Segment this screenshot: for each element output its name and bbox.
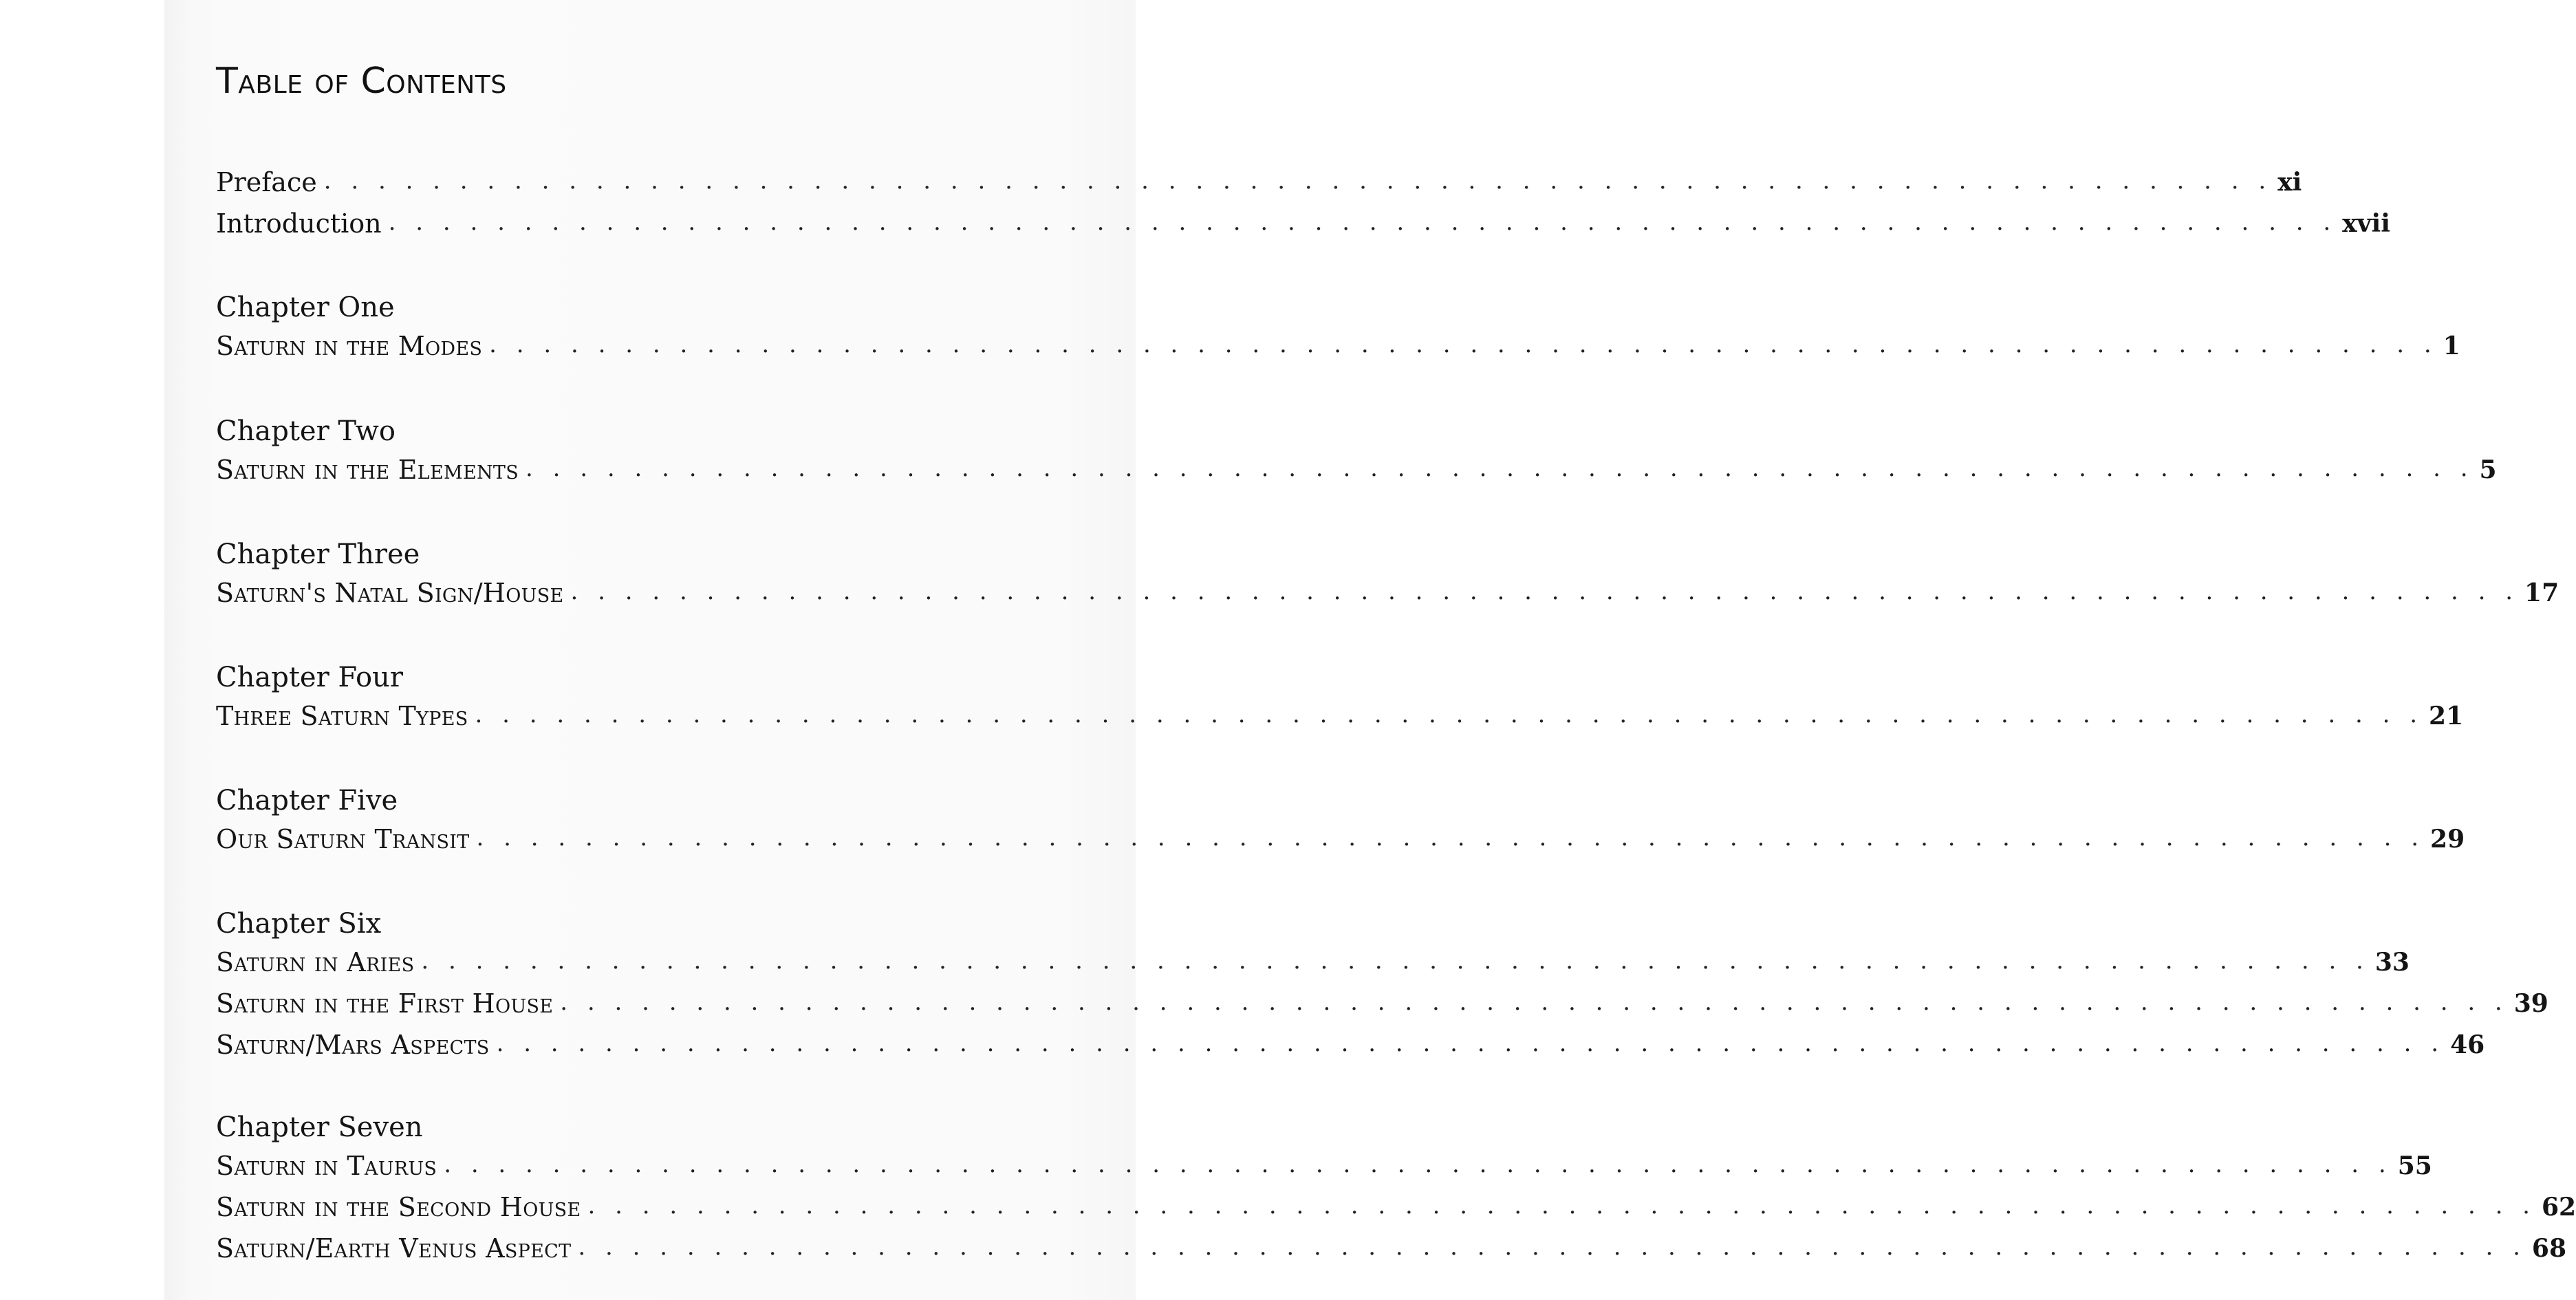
toc-entry[interactable]	[216, 944, 2410, 981]
toc-entry[interactable]	[216, 985, 2548, 1022]
toc-entry-label: Saturn's Natal Sign/House	[216, 578, 564, 608]
leader-dots: . . . . . . . . . . . . . . . . . . . . . . . . . . . . . . . . . . . . . . . . . . . . . . . . . . . . . . . . . . . . . . . . . . . . . . . .	[587, 1192, 2536, 1220]
page-title: Table of Contents	[216, 61, 507, 102]
toc-entry[interactable]	[216, 1026, 2485, 1063]
chapter-heading: Chapter Three	[216, 539, 420, 570]
table-of-contents	[216, 0, 2576, 1300]
toc-entry-label: Saturn in the Modes	[216, 331, 483, 361]
toc-entry[interactable]	[216, 451, 2497, 488]
toc-entry-label: Saturn in the Elements	[216, 455, 519, 485]
toc-page-number: 46	[2450, 1030, 2485, 1059]
leader-dots: . . . . . . . . . . . . . . . . . . . . . . . . . . . . . . . . . . . . . . . . . . . . . . . . . . . . . . . . . . . . . . . . . . . . . . . .	[476, 824, 2425, 852]
leader-dots: . . . . . . . . . . . . . . . . . . . . . . . . . . . . . . . . . . . . . . . . . . . . . . . . . . . . . . . . . . . . . . . . . . . . . . . .	[421, 947, 2370, 975]
toc-page-number: 33	[2374, 948, 2410, 977]
leader-dots: . . . . . . . . . . . . . . . . . . . . . . . . . . . . . . . . . . . . . . . . . . . . . . . . . . . . . . . . . . . . . . . . . . . . . . . .	[388, 208, 2337, 236]
toc-entry-label: Three Saturn Types	[216, 701, 468, 731]
toc-page-number: 29	[2430, 825, 2465, 854]
chapter-heading: Chapter One	[216, 292, 395, 323]
toc-entry[interactable]	[216, 574, 2559, 611]
toc-entry[interactable]	[216, 821, 2465, 858]
toc-entry[interactable]	[216, 327, 2460, 365]
chapter-heading: Chapter Four	[216, 662, 403, 693]
toc-page-number: 17	[2524, 578, 2559, 607]
toc-entry-label: Our Saturn Transit	[216, 824, 470, 854]
toc-entry-label: Saturn in Taurus	[216, 1151, 437, 1181]
toc-entry-label: Saturn/Mars Aspects	[216, 1030, 490, 1060]
leader-dots: . . . . . . . . . . . . . . . . . . . . . . . . . . . . . . . . . . . . . . . . . . . . . . . . . . . . . . . . . . . . . . . . . . . . . . . .	[578, 1233, 2526, 1261]
toc-entry[interactable]	[216, 1147, 2432, 1184]
toc-page-number: 1	[2443, 332, 2460, 360]
leader-dots: . . . . . . . . . . . . . . . . . . . . . . . . . . . . . . . . . . . . . . . . . . . . . . . . . . . . . . . . . . . . . . . . . . . . . . . .	[489, 331, 2438, 358]
leader-dots: . . . . . . . . . . . . . . . . . . . . . . . . . . . . . . . . . . . . . . . . . . . . . . . . . . . . . . . . . . . . . . . . . . . . . . . .	[560, 988, 2509, 1016]
leader-dots: . . . . . . . . . . . . . . . . . . . . . . . . . . . . . . . . . . . . . . . . . . . . . . . . . . . . . . . . . . . . . . . . . . . . . . . .	[444, 1151, 2392, 1178]
toc-page-number: xvii	[2342, 209, 2390, 238]
toc-entry[interactable]	[216, 697, 2464, 735]
toc-entry-label: Saturn/Earth Venus Aspect	[216, 1233, 572, 1264]
toc-entry-introduction[interactable]	[216, 205, 2390, 242]
chapter-heading: Chapter Six	[216, 908, 382, 940]
toc-entry-label: Saturn in the Second House	[216, 1192, 581, 1222]
chapter-heading: Chapter Seven	[216, 1112, 423, 1143]
toc-page-number: 5	[2479, 455, 2497, 484]
toc-page-number: 39	[2513, 989, 2548, 1018]
toc-entry-label: Saturn in Aries	[216, 947, 415, 977]
toc-entry[interactable]	[216, 1189, 2576, 1226]
toc-entry[interactable]	[216, 1230, 2567, 1267]
chapter-heading: Chapter Two	[216, 415, 396, 447]
toc-page-number: xi	[2277, 168, 2302, 197]
toc-page-number: 55	[2397, 1151, 2432, 1180]
leader-dots: . . . . . . . . . . . . . . . . . . . . . . . . . . . . . . . . . . . . . . . . . . . . . . . . . . . . . . . . . . . . . . . . . . . . . . . .	[526, 455, 2474, 482]
toc-entry-label: Introduction	[216, 208, 382, 239]
toc-page-number: 62	[2542, 1193, 2576, 1222]
toc-page-number: 21	[2429, 702, 2464, 730]
leader-dots: . . . . . . . . . . . . . . . . . . . . . . . . . . . . . . . . . . . . . . . . . . . . . . . . . . . . . . . . . . . . . . . . . . . . . . . .	[323, 167, 2273, 195]
leader-dots: . . . . . . . . . . . . . . . . . . . . . . . . . . . . . . . . . . . . . . . . . . . . . . . . . . . . . . . . . . . . . . . . . . . . . . . .	[496, 1030, 2445, 1057]
chapter-heading: Chapter Five	[216, 785, 398, 816]
toc-entry-preface[interactable]	[216, 164, 2302, 201]
toc-entry-label: Preface	[216, 167, 317, 197]
leader-dots: . . . . . . . . . . . . . . . . . . . . . . . . . . . . . . . . . . . . . . . . . . . . . . . . . . . . . . . . . . . . . . . . . . . . . . . .	[570, 578, 2520, 605]
toc-entry-label: Saturn in the First House	[216, 988, 554, 1019]
toc-page-number: 68	[2531, 1234, 2567, 1263]
leader-dots: . . . . . . . . . . . . . . . . . . . . . . . . . . . . . . . . . . . . . . . . . . . . . . . . . . . . . . . . . . . . . . . . . . . . . . . .	[475, 701, 2424, 728]
